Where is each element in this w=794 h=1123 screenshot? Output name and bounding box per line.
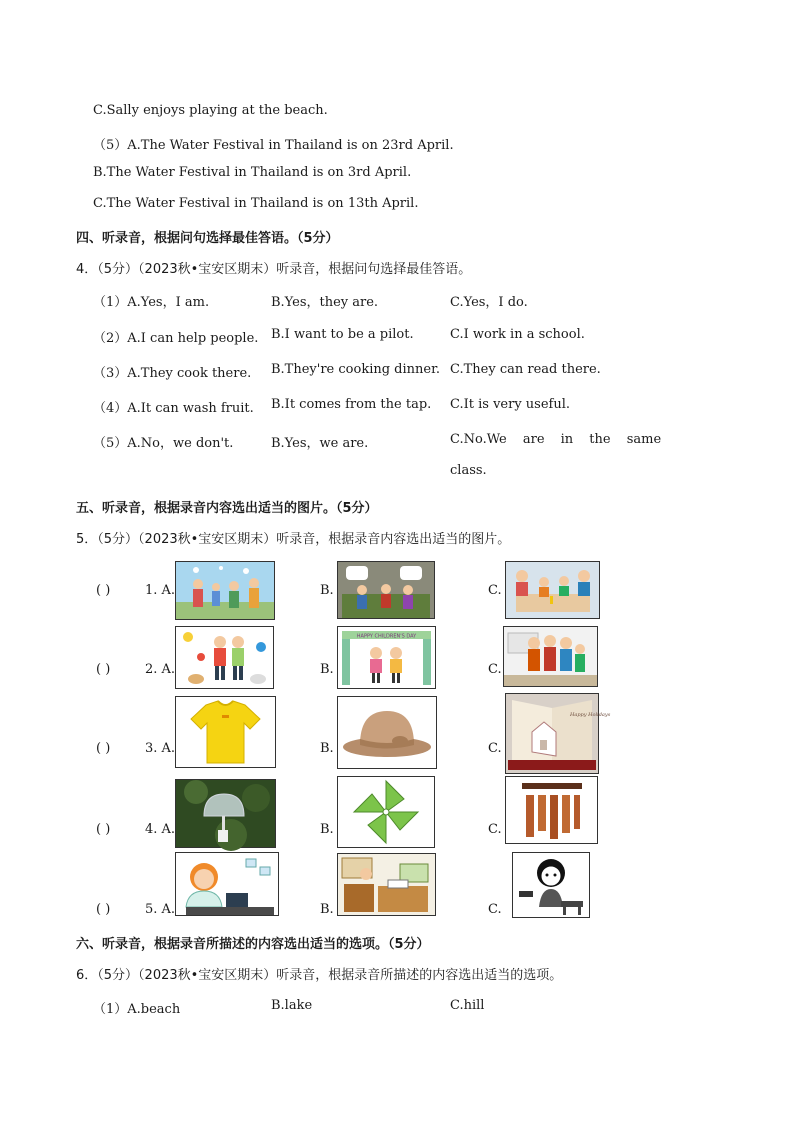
q5-2b-picture-childrens-day-banner[interactable] [337, 626, 436, 689]
q5-row1-label-b: B. [320, 583, 334, 598]
q5-5c-picture-girl-cooking[interactable] [512, 852, 590, 918]
q5-3a-illustration [176, 697, 275, 767]
q4-row2-c: C.I work in a school. [450, 327, 585, 342]
q6-row1-b: B.lake [271, 998, 313, 1013]
q5-5a-picture-girl-with-laptop[interactable] [175, 852, 279, 916]
q4-row4-b: B.It comes from the tap. [271, 397, 432, 412]
q3-item5-option-a: （5）A.The Water Festival in Thailand is on 23rd April. [93, 138, 454, 153]
q5-row2-label-b: B. [320, 662, 334, 677]
q5-row1-label-a: 1. A. [145, 583, 176, 598]
q5-1c-illustration [506, 562, 599, 618]
q5-row4-label-a: 4. A. [145, 822, 176, 837]
q5-2a-picture-kids-playing[interactable] [175, 626, 274, 689]
q4-row5-a: （5）A.No，we don't. [93, 436, 234, 451]
q5-2b-banner-text: HAPPY CHILDREN'S DAY [356, 633, 417, 640]
q4-row1-a: （1）A.Yes，I am. [93, 295, 210, 310]
q3-item5-option-b: B.The Water Festival in Thailand is on 3rd April. [93, 165, 412, 180]
q5-4c-illustration [506, 777, 597, 843]
q5-3b-picture-brown-hat[interactable] [337, 696, 437, 769]
q5-3c-picture-popup-card[interactable] [505, 693, 611, 774]
q5-row5-label-b: B. [320, 902, 334, 917]
q5-5b-illustration [338, 854, 435, 915]
section6-heading: 六、听录音，根据录音所描述的内容选出适当的选项。（5分） [76, 937, 430, 952]
q5-3c-illustration [506, 694, 611, 773]
q4-row2-a: （2）A.I can help people. [93, 331, 259, 346]
q5-1b-illustration [338, 562, 434, 618]
q5-row3-label-c: C. [488, 741, 502, 756]
section5-heading: 五、听录音，根据录音内容选出适当的图片。（5分） [76, 501, 378, 516]
q5-5a-illustration [176, 853, 278, 915]
q5-1c-picture-dinner-table[interactable] [505, 561, 600, 619]
q5-3a-picture-yellow-tshirt[interactable] [175, 696, 276, 768]
q4-row1-b: B.Yes，they are. [271, 295, 379, 310]
q4-row5-c-text: C.No.We are in the same [450, 432, 662, 447]
section5-question: 5．（5分）（2023秋•宝安区期末）听录音，根据录音内容选出适当的图片。 [76, 532, 511, 547]
q3-item5-option-c: C.The Water Festival in Thailand is on 13th April. [93, 196, 419, 211]
q5-row2-paren: ( ) [96, 662, 111, 677]
section6-question: 6．（5分）（2023秋•宝安区期末）听录音，根据录音所描述的内容选出适当的选项。 [76, 968, 563, 983]
q5-row5-label-c: C. [488, 902, 502, 917]
q5-2c-picture-family-group[interactable] [503, 626, 598, 687]
q4-row3-b: B.They're cooking dinner. [271, 362, 441, 377]
q5-2b-illustration [338, 627, 435, 688]
q4-row2-b: B.I want to be a pilot. [271, 327, 414, 342]
q5-1b-picture-family-indoors[interactable] [337, 561, 435, 619]
q4-row4-a: （4）A.It can wash fruit. [93, 401, 254, 416]
q6-row1-c: C.hill [450, 998, 485, 1013]
q4-row1-c: C.Yes，I do. [450, 295, 528, 310]
q5-row4-paren: ( ) [96, 822, 111, 837]
q4-row3-c: C.They can read there. [450, 362, 601, 377]
q5-row3-paren: ( ) [96, 741, 111, 756]
q4-row4-c: C.It is very useful. [450, 397, 571, 412]
q5-4a-picture-glass-wind-chime[interactable] [175, 779, 276, 848]
q4-row5-c [450, 432, 662, 447]
q5-row1-label-c: C. [488, 583, 502, 598]
q4-row3-a: （3）A.They cook there. [93, 366, 252, 381]
q6-row1-a: （1）A.beach [93, 1002, 181, 1017]
q5-row5-paren: ( ) [96, 902, 111, 917]
q5-row5-label-a: 5. A. [145, 902, 176, 917]
q5-row4-label-b: B. [320, 822, 334, 837]
q5-row1-paren: ( ) [96, 583, 111, 598]
q5-row4-label-c: C. [488, 822, 502, 837]
q5-4b-picture-pinwheel[interactable] [337, 776, 435, 848]
q5-4c-picture-wooden-wind-chime[interactable] [505, 776, 598, 844]
q5-row2-label-a: 2. A. [145, 662, 176, 677]
q5-5c-illustration [513, 853, 589, 917]
q5-1a-picture-party-outdoors[interactable] [175, 561, 275, 620]
q5-row3-label-b: B. [320, 741, 334, 756]
q5-5b-picture-reading-at-desk[interactable] [337, 853, 436, 916]
q5-row3-label-a: 3. A. [145, 741, 176, 756]
section4-heading: 四、听录音，根据问句选择最佳答语。（5分） [76, 231, 339, 246]
q5-3b-illustration [338, 697, 436, 768]
q5-3c-card-text: Happy Holidays [570, 712, 611, 718]
q5-1a-illustration [176, 562, 274, 619]
section4-question: 4．（5分）（2023秋•宝安区期末）听录音，根据问句选择最佳答语。 [76, 262, 472, 277]
q5-4b-illustration [338, 777, 434, 847]
q4-row5-b: B.Yes，we are. [271, 436, 369, 451]
q5-4a-illustration [176, 780, 275, 847]
q3-option-c: C.Sally enjoys playing at the beach. [93, 103, 328, 118]
q5-2c-illustration [504, 627, 597, 686]
q5-row2-label-c: C. [488, 662, 502, 677]
q5-2a-illustration [176, 627, 273, 688]
q4-row5-c-cont: class. [450, 463, 487, 478]
